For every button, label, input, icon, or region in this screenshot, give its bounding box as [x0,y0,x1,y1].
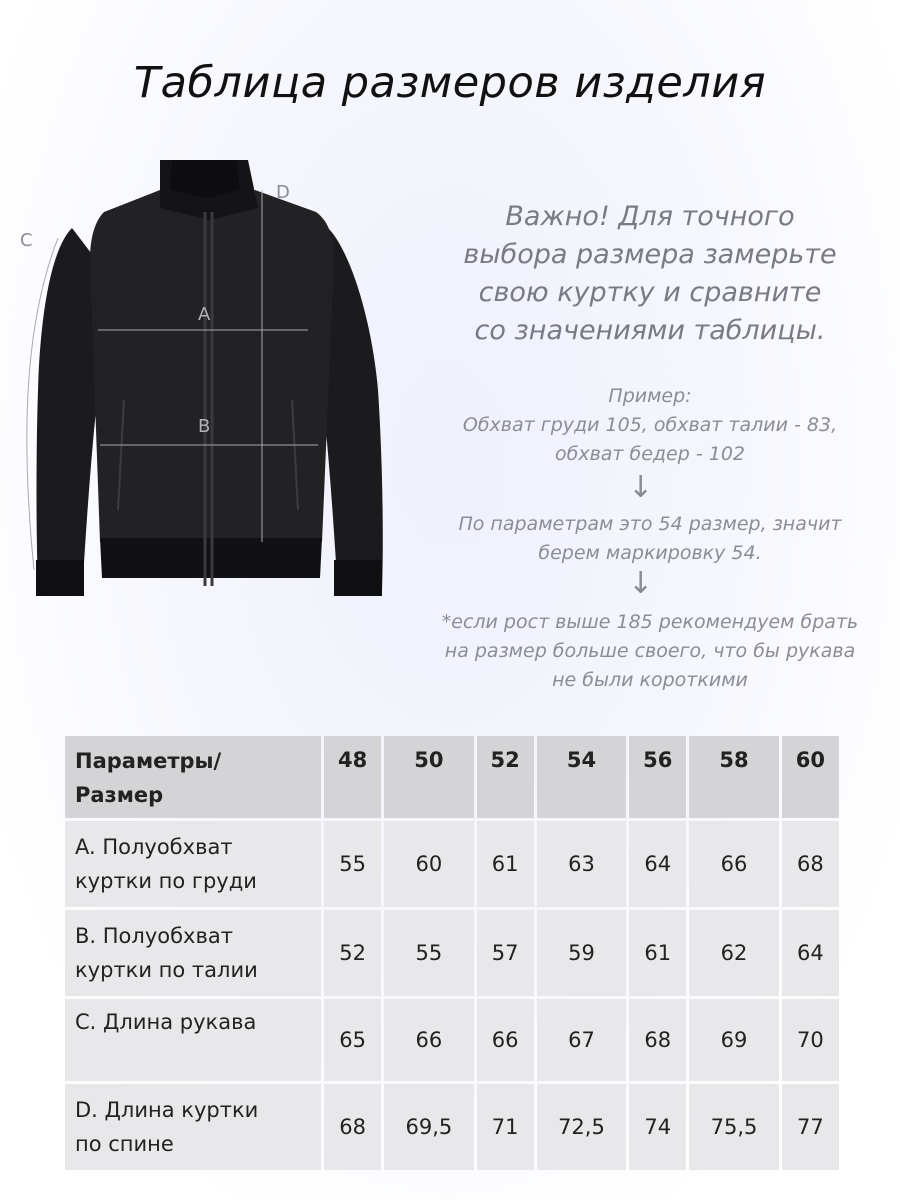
value-cell: 68 [324,1084,381,1170]
header-size-cell: 56 [629,736,686,818]
param-cell [65,821,321,907]
page-title: Таблица размеров изделия [133,58,767,108]
down-arrow-icon: ↓ [628,566,654,601]
note-line: на размер больше своего, что бы рукава [444,640,856,662]
value-cell: 62 [689,910,778,996]
value-cell: 77 [782,1084,839,1170]
value-cell: 60 [384,821,473,907]
header-param-line2: Размер [75,783,164,807]
header-size-cell: 50 [384,736,473,818]
note-line: *если рост выше 185 рекомендуем брать [441,611,859,633]
value-cell: 72,5 [537,1084,626,1170]
header-size-cell: 58 [689,736,778,818]
left-cuff [36,560,84,596]
important-note [395,198,900,350]
value-cell: 55 [324,821,381,907]
header-param-cell [65,736,321,818]
param-cell [65,910,321,996]
label-d: D [276,182,290,203]
value-cell: 59 [537,910,626,996]
header-param-line1: Параметры/ [75,749,222,773]
value-cell: 65 [324,999,381,1081]
header-size-cell: 48 [324,736,381,818]
important-line: со значениями таблицы. [474,315,826,346]
result-block [395,510,900,568]
jacket-illustration [0,150,400,610]
param-line2: по спине [75,1132,174,1156]
table-header-row [65,736,839,818]
size-table [62,733,842,1173]
table-row [65,821,839,907]
value-cell: 57 [477,910,534,996]
right-cuff [334,560,382,596]
value-cell: 52 [324,910,381,996]
important-line: выбора размера замерьте [463,239,837,270]
param-line2: куртки по груди [75,869,257,893]
param-cell [65,1084,321,1170]
table-row [65,910,839,996]
height-note [395,608,900,695]
value-cell: 63 [537,821,626,907]
param-line1: B. Полуобхват [75,924,233,948]
value-cell: 61 [629,910,686,996]
value-cell: 71 [477,1084,534,1170]
example-block [395,382,900,469]
param-line1: C. Длина рукава [75,1010,257,1034]
value-cell: 74 [629,1084,686,1170]
note-line: не были короткими [552,669,748,691]
value-cell: 69 [689,999,778,1081]
result-line: По параметрам это 54 размер, значит [458,513,842,535]
example-line: обхват бедер - 102 [554,443,746,465]
label-b: B [198,416,211,437]
header-size-cell: 54 [537,736,626,818]
result-line: берем маркировку 54. [538,542,762,564]
value-cell: 66 [689,821,778,907]
value-cell: 66 [477,999,534,1081]
table-row [65,999,839,1081]
value-cell: 70 [782,999,839,1081]
value-cell: 64 [629,821,686,907]
value-cell: 68 [782,821,839,907]
value-cell: 68 [629,999,686,1081]
value-cell: 61 [477,821,534,907]
header-size-cell: 60 [782,736,839,818]
jacket-diagram [0,150,400,610]
example-label: Пример: [608,385,692,407]
down-arrow-icon: ↓ [628,470,654,505]
table-row [65,1084,839,1170]
value-cell: 69,5 [384,1084,473,1170]
label-a: A [198,304,211,325]
param-cell [65,999,321,1081]
example-line: Обхват груди 105, обхват талии - 83, [462,414,838,436]
header-size-cell: 52 [477,736,534,818]
label-c: C [20,230,33,251]
value-cell: 75,5 [689,1084,778,1170]
important-line: Важно! Для точного [505,201,795,232]
value-cell: 55 [384,910,473,996]
value-cell: 66 [384,999,473,1081]
value-cell: 67 [537,999,626,1081]
param-line1: D. Длина куртки [75,1098,259,1122]
important-line: свою куртку и сравните [478,277,822,308]
param-line2: куртки по талии [75,958,258,982]
value-cell: 64 [782,910,839,996]
param-line1: A. Полуобхват [75,835,233,859]
